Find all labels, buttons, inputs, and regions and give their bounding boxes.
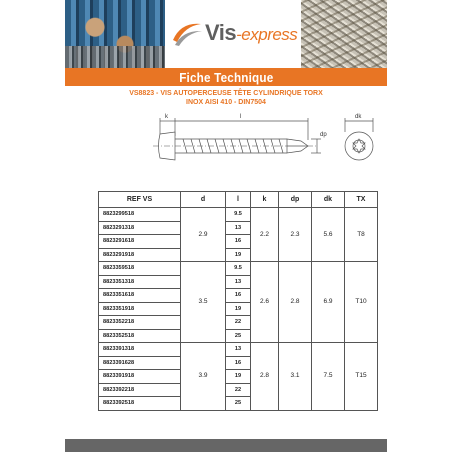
- footer-bar: [65, 439, 387, 452]
- table-row: [99, 208, 378, 222]
- banner-title: Fiche Technique: [178, 69, 274, 85]
- col-tx: TX: [345, 192, 378, 208]
- k-cell: 2.2: [251, 208, 279, 262]
- ref-cell: 8823291318: [99, 221, 181, 235]
- ref-cell: 8823391918: [99, 370, 181, 384]
- dk-cell: 5.6: [312, 208, 345, 262]
- tx-cell: T8: [345, 208, 378, 262]
- l-cell: 13: [226, 343, 251, 357]
- dim-dp-label: dp: [320, 132, 327, 138]
- tools-photo: [65, 0, 165, 68]
- dp-cell: 2.3: [279, 208, 312, 262]
- l-cell: 16: [226, 235, 251, 249]
- logo: [165, 0, 301, 68]
- dim-k-label: k: [165, 114, 168, 120]
- l-cell: 9.5: [226, 262, 251, 276]
- table-row: [99, 262, 378, 276]
- tx-cell: T10: [345, 262, 378, 343]
- ref-cell: 8823392518: [99, 397, 181, 411]
- l-cell: 19: [226, 370, 251, 384]
- col-ref: REF VS: [99, 192, 181, 208]
- l-cell: 25: [226, 397, 251, 411]
- l-cell: 22: [226, 316, 251, 330]
- dk-cell: 6.9: [312, 262, 345, 343]
- k-cell: 2.8: [251, 343, 279, 411]
- l-cell: 13: [226, 275, 251, 289]
- col-l: l: [226, 192, 251, 208]
- l-cell: 16: [226, 289, 251, 303]
- dp-cell: 3.1: [279, 343, 312, 411]
- header-row: [99, 192, 378, 208]
- col-d: d: [181, 192, 226, 208]
- ref-cell: 8823391318: [99, 343, 181, 357]
- col-k: k: [251, 192, 279, 208]
- col-dk: dk: [312, 192, 345, 208]
- product-material: INOX AISI 410 - DIN7504: [186, 99, 266, 106]
- d-cell: 2.9: [181, 208, 226, 262]
- col-dp: dp: [279, 192, 312, 208]
- dp-cell: 2.8: [279, 262, 312, 343]
- l-cell: 16: [226, 356, 251, 370]
- swoosh-icon: [171, 18, 203, 48]
- ref-cell: 8823299518: [99, 208, 181, 222]
- l-cell: 19: [226, 302, 251, 316]
- dim-dk-label: dk: [355, 114, 362, 120]
- product-title: VS8823 - VIS AUTOPERCEUSE TÊTE CYLINDRIQUE TORX: [129, 90, 323, 97]
- l-cell: 9.5: [226, 208, 251, 222]
- ref-cell: 8823291918: [99, 248, 181, 262]
- title-banner: [65, 68, 387, 86]
- ref-cell: 8823351618: [99, 289, 181, 303]
- screw-drawing: [65, 108, 387, 186]
- technical-sheet-page: [65, 0, 387, 452]
- l-cell: 13: [226, 221, 251, 235]
- screws-photo: [301, 0, 387, 68]
- ref-cell: 8823392218: [99, 383, 181, 397]
- specs-table: [98, 191, 378, 411]
- header: [65, 0, 387, 68]
- ref-cell: 8823352518: [99, 329, 181, 343]
- dim-l-label: l: [240, 114, 242, 120]
- ref-cell: 8823352218: [99, 316, 181, 330]
- ref-cell: 8823351318: [99, 275, 181, 289]
- ref-cell: 8823359518: [99, 262, 181, 276]
- ref-cell: 8823391628: [99, 356, 181, 370]
- table-row: [99, 343, 378, 357]
- ref-cell: 8823291618: [99, 235, 181, 249]
- k-cell: 2.6: [251, 262, 279, 343]
- d-cell: 3.9: [181, 343, 226, 411]
- dk-cell: 7.5: [312, 343, 345, 411]
- ref-cell: 8823351918: [99, 302, 181, 316]
- l-cell: 19: [226, 248, 251, 262]
- brand-name: Vis-express: [205, 20, 298, 45]
- d-cell: 3.5: [181, 262, 226, 343]
- tx-cell: T15: [345, 343, 378, 411]
- l-cell: 22: [226, 383, 251, 397]
- l-cell: 25: [226, 329, 251, 343]
